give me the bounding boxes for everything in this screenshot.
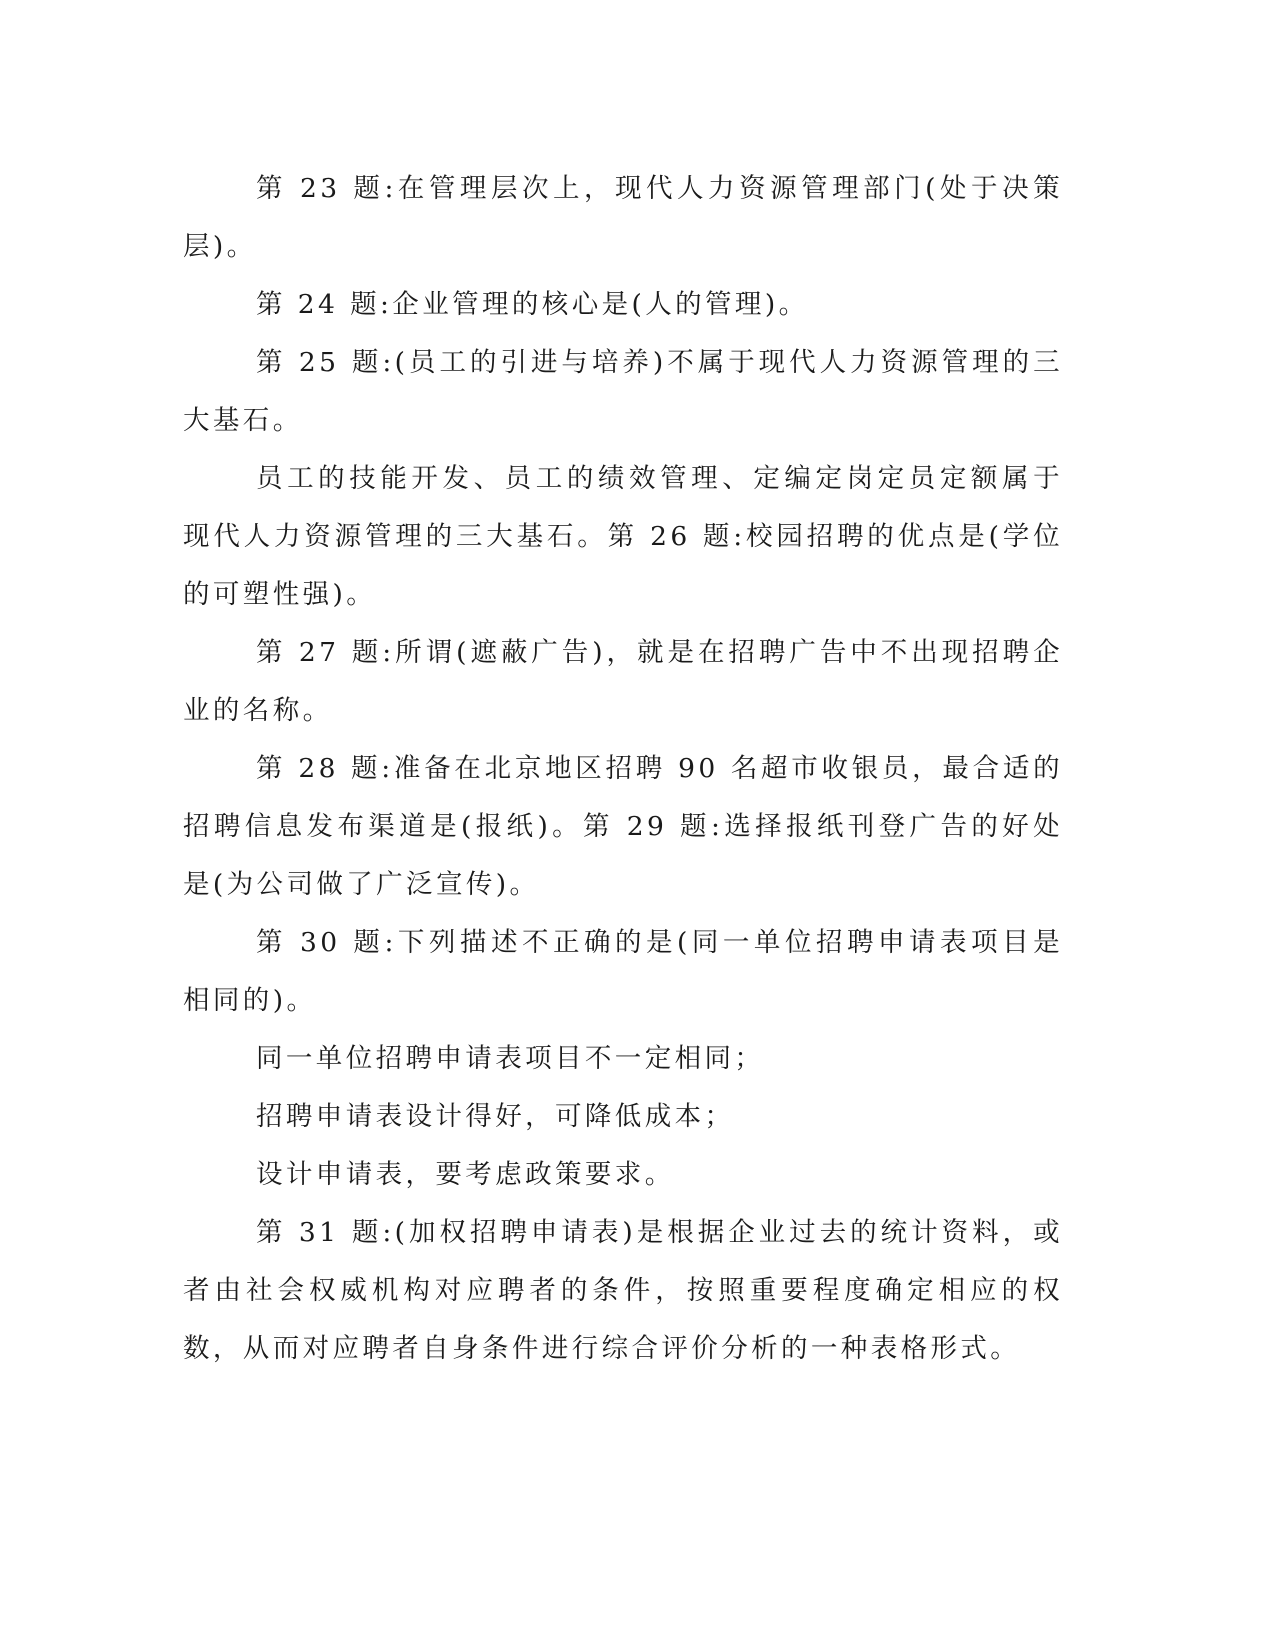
document-body [183, 160, 1063, 1378]
paragraph-q31: 第 31 题:(加权招聘申请表)是根据企业过去的统计资料，或者由社会权威机构对应聘者的条件，按照重要程度确定相应的权数，从而对应聘者自身条件进行综合评价分析的一种表格形式。 [183, 1217, 1063, 1364]
paragraph-q25-explanation-q26: 员工的技能开发、员工的绩效管理、定编定岗定员定额属于现代人力资源管理的三大基石。第 26 题:校园招聘的优点是(学位的可塑性强)。 [183, 463, 1063, 610]
paragraph-q30-note-1: 同一单位招聘申请表项目不一定相同； [256, 1043, 765, 1074]
paragraph-q30-note-2: 招聘申请表设计得好，可降低成本； [256, 1101, 735, 1132]
paragraph-q30: 第 30 题:下列描述不正确的是(同一单位招聘申请表项目是相同的)。 [183, 927, 1063, 1016]
paragraph-q28-q29: 第 28 题:准备在北京地区招聘 90 名超市收银员，最合适的招聘信息发布渠道是(报纸)。第 29 题:选择报纸刊登广告的好处是(为公司做了广泛宣传)。 [183, 753, 1063, 900]
paragraph-q25: 第 25 题:(员工的引进与培养)不属于现代人力资源管理的三大基石。 [183, 347, 1063, 436]
paragraph-q23: 第 23 题:在管理层次上，现代人力资源管理部门(处于决策层)。 [183, 173, 1063, 262]
paragraph-q27: 第 27 题:所谓(遮蔽广告)，就是在招聘广告中不出现招聘企业的名称。 [183, 637, 1063, 726]
paragraph-q24: 第 24 题:企业管理的核心是(人的管理)。 [256, 289, 809, 320]
paragraph-q30-note-3: 设计申请表，要考虑政策要求。 [256, 1159, 675, 1190]
